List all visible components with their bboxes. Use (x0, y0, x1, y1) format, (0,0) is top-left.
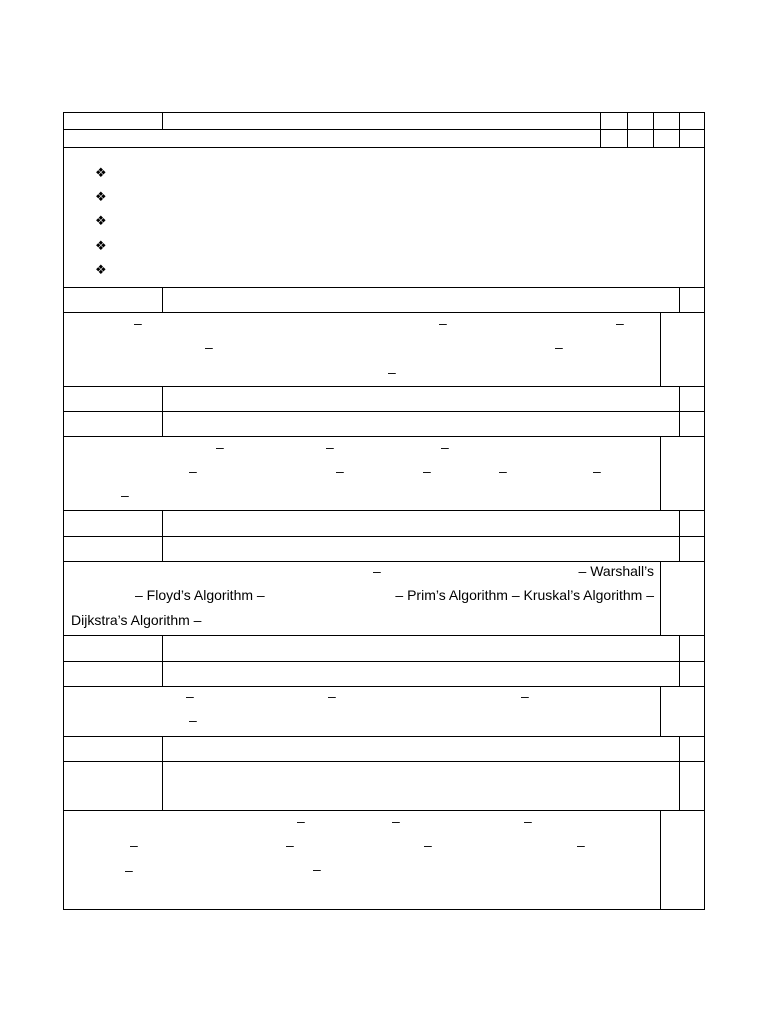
unit-hours-divider (660, 313, 661, 386)
header-credit-divider (679, 112, 680, 148)
unit2-dash: – (423, 463, 431, 479)
unit5-dash: – (524, 813, 532, 829)
unit3-header-row (63, 510, 705, 562)
unit2-dash: – (441, 439, 449, 455)
unit-header-divider (679, 387, 680, 436)
unit1-dash: – (439, 315, 447, 331)
objective-bullet-icon: ❖ (95, 165, 107, 180)
objective-bullet-icon: ❖ (95, 238, 107, 253)
unit-header-row-divider (64, 761, 704, 762)
unit2-dash: – (593, 463, 601, 479)
header-block (63, 112, 705, 148)
unit1-content (63, 312, 705, 387)
unit1-dash: – (555, 339, 563, 355)
unit5-header-row (63, 736, 705, 811)
objective-bullet-icon: ❖ (95, 189, 107, 204)
unit3-line2-floyd: – Floyd’s Algorithm – (135, 587, 265, 603)
unit5-dash: – (392, 813, 400, 829)
unit5-dash: – (577, 837, 585, 853)
unit2-dash: – (336, 463, 344, 479)
objectives-block (63, 147, 705, 288)
unit4-dash: – (189, 712, 197, 728)
unit1-dash: – (134, 315, 142, 331)
unit5-dash-extra: – (313, 861, 321, 877)
unit5-content (63, 810, 705, 910)
unit2-dash: – (189, 463, 197, 479)
unit1-dash: – (616, 315, 624, 331)
unit-header-row-divider (64, 661, 704, 662)
unit4-dash: – (521, 688, 529, 704)
unit-hours-divider (660, 811, 661, 909)
objective-bullet-icon: ❖ (95, 213, 107, 228)
unit5-dash: – (130, 837, 138, 853)
unit-header-divider (162, 387, 163, 436)
unit-header-divider (679, 636, 680, 686)
unit3-line3-dijkstra: Dijkstra’s Algorithm – (71, 612, 202, 628)
unit4-dash: – (186, 688, 194, 704)
unit4-content (63, 686, 705, 737)
unit-header-divider (162, 511, 163, 561)
unit-header-row-divider (64, 411, 704, 412)
unit2-content (63, 436, 705, 511)
unit4-dash: – (328, 688, 336, 704)
unit3-line2-prim-kruskal: – Prim’s Algorithm – Kruskal’s Algorithm – (395, 587, 654, 603)
unit-hours-divider (660, 437, 661, 510)
unit-header-divider (679, 511, 680, 561)
unit1-dash: – (205, 339, 213, 355)
header-row-divider (63, 129, 705, 130)
unit-header-divider (162, 636, 163, 686)
header-credit-divider (653, 112, 654, 148)
unit1-header-row (63, 287, 705, 313)
unit2-dash: – (326, 439, 334, 455)
unit4-header-row (63, 635, 705, 687)
unit-header-divider (162, 737, 163, 810)
unit5-dash: – (424, 837, 432, 853)
unit-header-divider (679, 737, 680, 810)
unit-header-divider (162, 288, 163, 312)
unit1-dash: – (388, 364, 396, 380)
unit3-content (63, 561, 705, 636)
unit2-dash: – (121, 487, 129, 503)
unit5-dash: – (286, 837, 294, 853)
unit2-header-row (63, 386, 705, 437)
unit-hours-divider (660, 687, 661, 736)
unit3-line1-tail: – Warshall’s (578, 563, 654, 579)
header-col-divider (162, 112, 163, 130)
unit3-dash: – (373, 563, 381, 579)
unit-header-divider (679, 288, 680, 312)
unit-hours-divider (660, 562, 661, 635)
header-credit-divider (627, 112, 628, 148)
unit2-dash: – (499, 463, 507, 479)
header-credit-divider (600, 112, 601, 148)
unit5-dash: – (125, 862, 133, 878)
objective-bullet-icon: ❖ (95, 262, 107, 277)
unit5-dash: – (297, 813, 305, 829)
unit-header-row-divider (64, 536, 704, 537)
unit2-dash: – (216, 439, 224, 455)
